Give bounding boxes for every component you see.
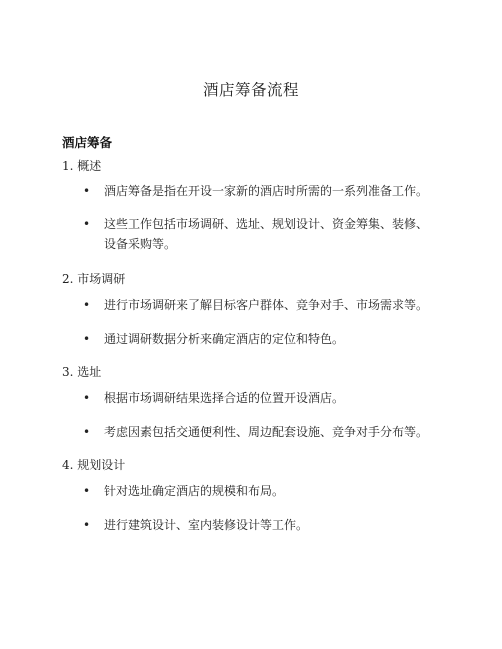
bullet-icon: •	[83, 518, 91, 532]
heading-overview: 1. 概述	[62, 159, 102, 173]
list-item-text: 通过调研数据分析来确定酒店的定位和特色。	[104, 332, 345, 346]
heading-market-research: 2. 市场调研	[62, 272, 126, 286]
section-heading: 酒店筹备	[62, 135, 113, 150]
bullet-icon: •	[83, 298, 91, 312]
list-item-text: 这些工作包括市场调研、选址、规划设计、资金筹集、装修、设备采购等。	[104, 217, 429, 251]
list-item-text: 根据市场调研结果选择合适的位置开设酒店。	[104, 391, 345, 405]
bullet-icon: •	[83, 484, 91, 498]
list-item-text: 酒店筹备是指在开设一家新的酒店时所需的一系列准备工作。	[104, 184, 429, 198]
heading-planning-design: 4. 规划设计	[62, 458, 126, 472]
list-item-text: 进行建筑设计、室内装修设计等工作。	[104, 518, 309, 532]
bullet-icon: •	[83, 217, 91, 231]
list-item-text: 进行市场调研来了解目标客户群体、竞争对手、市场需求等。	[104, 298, 429, 312]
bullet-icon: •	[83, 332, 91, 346]
list-item-text: 考虑因素包括交通便利性、周边配套设施、竞争对手分布等。	[104, 425, 429, 439]
document-title: 酒店筹备流程	[202, 81, 299, 99]
bullet-icon: •	[83, 425, 91, 439]
heading-site-selection: 3. 选址	[62, 365, 102, 379]
bullet-icon: •	[83, 391, 91, 405]
list-item-text: 针对选址确定酒店的规模和布局。	[104, 484, 285, 498]
bullet-icon: •	[83, 184, 91, 198]
